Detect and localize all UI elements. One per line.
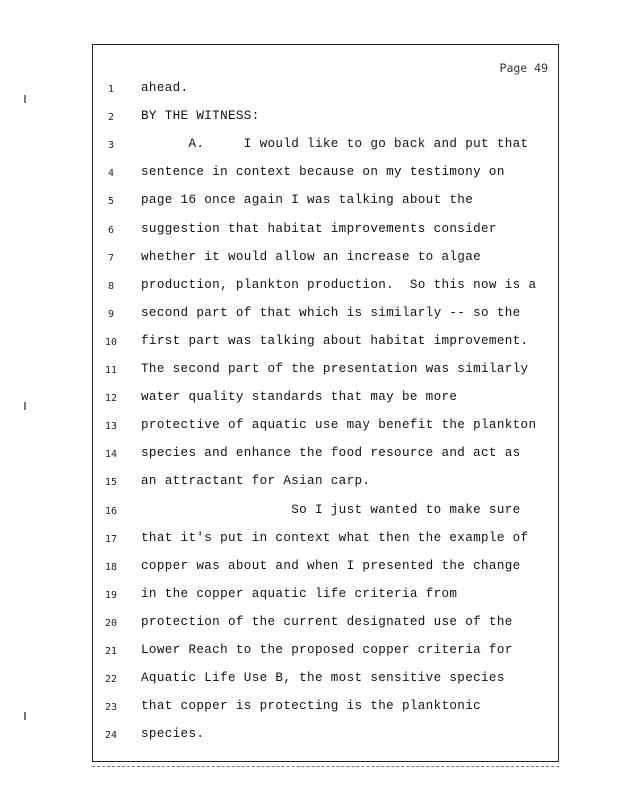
- line-text: whether it would allow an increase to algae: [141, 249, 482, 264]
- transcript-line: [93, 81, 558, 101]
- transcript-line: [93, 587, 558, 607]
- line-number: 24: [104, 730, 118, 742]
- line-text: production, plankton production. So this now is a: [141, 277, 537, 292]
- line-number: 20: [104, 617, 118, 629]
- line-text: protection of the current designated use of the: [141, 614, 513, 629]
- line-text: Lower Reach to the proposed copper criteria for: [141, 643, 513, 657]
- line-text: A. I would like to go back and put that: [141, 137, 529, 152]
- line-text: The second part of the presentation was similarly: [141, 362, 529, 376]
- transcript-line: [93, 137, 558, 157]
- transcript-line: [93, 446, 558, 466]
- transcript-line: [93, 306, 558, 326]
- transcript-page: [92, 44, 559, 762]
- transcript-line: [93, 474, 558, 494]
- line-number: 18: [104, 561, 118, 573]
- transcript-line: [93, 390, 558, 410]
- line-text: sentence in context because on my testimony on: [141, 165, 505, 180]
- line-number: 4: [107, 168, 115, 180]
- transcript-line: [93, 109, 558, 129]
- transcript-line: [93, 699, 558, 719]
- line-text: protective of aquatic use may benefit the plankton: [141, 418, 537, 433]
- line-text: BY THE WITNESS:: [141, 109, 260, 124]
- line-text: in the copper aquatic life criteria from: [141, 586, 458, 601]
- transcript-line: [93, 334, 558, 354]
- transcript-line: [93, 193, 558, 213]
- line-text: that copper is protecting is the planktonic: [141, 699, 482, 714]
- line-number: 14: [104, 449, 118, 461]
- line-text: copper was about and when I presented the change: [141, 558, 521, 573]
- line-text: second part of that which is similarly -- so the: [141, 305, 521, 320]
- line-number: 6: [107, 224, 115, 236]
- line-text: that it's put in context what then the example of: [141, 530, 529, 545]
- line-number: 17: [104, 533, 118, 545]
- page-number: Page 49: [499, 61, 548, 75]
- transcript-line: [93, 727, 558, 747]
- line-number: 3: [107, 140, 115, 152]
- margin-mark: [24, 95, 26, 103]
- transcript-line: [93, 671, 558, 691]
- line-number: 23: [104, 702, 118, 714]
- line-number: 11: [104, 365, 118, 376]
- line-number: 8: [107, 280, 115, 292]
- line-text: ahead.: [141, 81, 189, 95]
- transcript-line: [93, 250, 558, 270]
- line-number: 7: [107, 252, 115, 264]
- transcript-line: [93, 531, 558, 551]
- line-number: 15: [104, 477, 118, 489]
- line-number: 21: [104, 646, 118, 657]
- transcript-line: [93, 615, 558, 635]
- line-text: species and enhance the food resource and act as: [141, 446, 521, 461]
- line-number: 5: [107, 196, 115, 208]
- line-text: water quality standards that may be more: [141, 390, 458, 405]
- line-number: 10: [104, 336, 118, 348]
- transcript-line: [93, 222, 558, 242]
- line-number: 2: [107, 112, 115, 124]
- line-number: 1: [107, 84, 115, 95]
- line-text: suggestion that habitat improvements consider: [141, 221, 497, 236]
- transcript-line: [93, 643, 558, 663]
- line-text: page 16 once again I was talking about the: [141, 193, 474, 208]
- line-number: 12: [104, 393, 118, 405]
- line-number: 9: [107, 308, 115, 320]
- line-text: Aquatic Life Use B, the most sensitive species: [141, 671, 505, 686]
- line-number: 22: [104, 674, 118, 686]
- line-text: species.: [141, 727, 205, 742]
- line-number: 19: [104, 589, 118, 601]
- line-text: first part was talking about habitat improvement.: [141, 333, 529, 348]
- transcript-line: [93, 418, 558, 438]
- line-number: 16: [104, 505, 118, 517]
- transcript-line: [93, 278, 558, 298]
- line-number: 13: [104, 421, 118, 433]
- transcript-line: [93, 503, 558, 523]
- line-text: So I just wanted to make sure: [141, 502, 521, 517]
- line-text: an attractant for Asian carp.: [141, 474, 371, 489]
- transcript-line: [93, 165, 558, 185]
- transcript-line: [93, 362, 558, 382]
- transcript-line: [93, 559, 558, 579]
- margin-mark: [24, 402, 26, 410]
- margin-mark: [24, 712, 26, 720]
- bottom-rule: [92, 766, 559, 768]
